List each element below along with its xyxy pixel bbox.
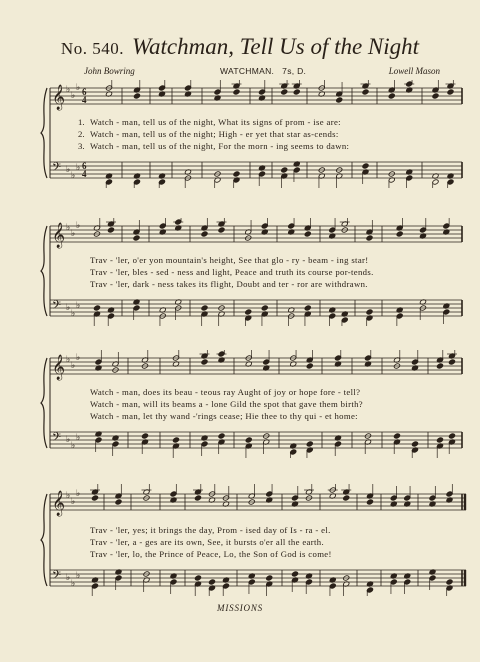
tune-label: WATCHMAN. <box>220 66 275 76</box>
note-head <box>233 171 240 177</box>
note-head <box>201 231 208 237</box>
lyric-line <box>0 279 480 291</box>
flat-sign-icon: ♭ <box>71 361 76 371</box>
note-head <box>411 441 418 447</box>
note-head <box>362 89 369 95</box>
flat-sign-icon: ♭ <box>76 433 81 443</box>
lyric-text: Trav - 'ler, dark - ness takes its flight, Doubt and ter - ror are withdrawn. <box>90 279 368 289</box>
note-head <box>218 227 225 233</box>
flat-sign-icon: ♭ <box>71 171 76 181</box>
note-head <box>396 231 403 237</box>
time-signature: 6 <box>82 161 87 171</box>
flat-sign-icon: ♭ <box>71 441 76 451</box>
note-head <box>366 235 373 241</box>
lyric-line <box>0 525 480 537</box>
note-head <box>245 309 252 315</box>
hymn-title: Watchman, Tell Us of the Night <box>131 34 420 59</box>
lyric-line <box>0 537 480 549</box>
lyric-text: Trav - 'ler, yes; it brings the day, Prom - ised day of Is - ra - el. <box>90 525 331 535</box>
credits-row <box>0 66 480 80</box>
note-head <box>266 575 273 581</box>
flat-sign-icon: ♭ <box>76 353 81 363</box>
note-head <box>91 495 98 501</box>
note-head <box>436 437 443 443</box>
note-head <box>291 571 298 577</box>
lyric-text: Watch - man, tell us of the night; High - er yet that star as-cends: <box>90 129 339 139</box>
note-head <box>107 227 114 233</box>
note-head <box>93 305 100 311</box>
flat-sign-icon: ♭ <box>76 571 81 581</box>
note-head <box>306 363 313 369</box>
bass-clef-icon: 𝄢 <box>52 431 62 447</box>
flat-sign-icon: ♭ <box>71 579 76 589</box>
tune-name <box>220 66 306 76</box>
time-signature: 6 <box>82 87 87 97</box>
lyric-line <box>0 411 480 423</box>
lyric-text: Watch - man, will its beams a - lone Gild the spot that gave them birth? <box>90 399 363 409</box>
treble-clef-icon: 𝄞 <box>52 223 66 248</box>
bass-clef-icon: 𝄢 <box>52 569 62 585</box>
note-head <box>194 575 201 581</box>
note-head <box>208 579 215 585</box>
lyric-line <box>0 255 480 267</box>
verse-number: 1. <box>78 117 85 127</box>
note-head <box>304 231 311 237</box>
note-head <box>201 359 208 365</box>
note-head <box>133 235 140 241</box>
note-head <box>388 93 395 99</box>
note-head <box>281 89 288 95</box>
lyric-text: Watch - man, tell us of the night, What its signs of prom - ise are: <box>90 117 341 127</box>
note-head <box>141 433 148 439</box>
note-head <box>261 305 268 311</box>
note-head <box>447 89 454 95</box>
flat-sign-icon: ♭ <box>66 573 71 583</box>
note-head <box>362 163 369 169</box>
treble-clef-icon: 𝄞 <box>52 491 66 516</box>
flat-sign-icon: ♭ <box>71 91 76 101</box>
lyric-line <box>0 267 480 279</box>
note-head <box>366 499 373 505</box>
note-head <box>448 359 455 365</box>
flat-sign-icon: ♭ <box>71 229 76 239</box>
note-head <box>436 363 443 369</box>
flat-sign-icon: ♭ <box>66 435 71 445</box>
music-system-2 <box>0 218 480 326</box>
treble-clef-icon: 𝄞 <box>52 85 66 110</box>
flat-sign-icon: ♭ <box>76 489 81 499</box>
note-head <box>172 437 179 443</box>
note-head <box>366 309 373 315</box>
note-head <box>304 305 311 311</box>
note-head <box>446 579 453 585</box>
flat-sign-icon: ♭ <box>66 491 71 501</box>
flat-sign-icon: ♭ <box>71 497 76 507</box>
note-head <box>343 495 350 501</box>
flat-sign-icon: ♭ <box>66 223 71 233</box>
lyric-text: Watch - man, tell us of the night, For the morn - ing seems to dawn: <box>90 141 350 151</box>
flat-sign-icon: ♭ <box>66 303 71 313</box>
bass-clef-icon: 𝄢 <box>52 299 62 315</box>
flat-sign-icon: ♭ <box>76 83 81 93</box>
lyric-line <box>0 399 480 411</box>
lyric-text: Watch - man, let thy wand -'rings cease; Hie thee to thy qui - et home: <box>90 411 358 421</box>
author-credit: John Bowring <box>84 66 135 76</box>
note-head <box>133 93 140 99</box>
treble-clef-icon: 𝄞 <box>52 355 66 380</box>
note-head <box>218 433 225 439</box>
note-head <box>306 441 313 447</box>
flat-sign-icon: ♭ <box>76 301 81 311</box>
lyric-text: Trav - 'ler, a - ges are its own, See, it bursts o'er all the earth. <box>90 537 324 547</box>
time-signature: 4 <box>82 169 87 179</box>
flat-sign-icon: ♭ <box>76 221 81 231</box>
flat-sign-icon: ♭ <box>66 165 71 175</box>
hymn-header <box>0 34 480 60</box>
verse-number: 3. <box>78 141 85 151</box>
flat-sign-icon: ♭ <box>76 163 81 173</box>
note-head <box>115 499 122 505</box>
hymn-number: No. 540. <box>60 39 124 58</box>
note-head <box>194 495 201 501</box>
note-head <box>432 93 439 99</box>
note-head <box>448 433 455 439</box>
flat-sign-icon: ♭ <box>71 309 76 319</box>
lyric-line <box>0 549 480 561</box>
section-label: MISSIONS <box>217 603 263 613</box>
lyric-text: Trav - 'ler, bles - sed - ness and light, Peace and truth its course por-tends. <box>90 267 374 277</box>
verse-number: 2. <box>78 129 85 139</box>
composer-credit: Lowell Mason <box>388 66 440 76</box>
time-signature: 4 <box>82 95 87 105</box>
music-system-4 <box>0 484 480 596</box>
meter-label: 7s, D. <box>282 66 307 76</box>
note-head <box>233 89 240 95</box>
music-system-3 <box>0 350 480 458</box>
note-head <box>245 437 252 443</box>
note-head <box>293 89 300 95</box>
lyric-line <box>0 129 480 141</box>
note-head <box>393 433 400 439</box>
note-head <box>336 97 343 103</box>
lyric-text: Trav - 'ler, lo, the Prince of Peace, Lo, the Son of God is come! <box>90 549 332 559</box>
note-head <box>281 167 288 173</box>
bass-clef-icon: 𝄢 <box>52 161 62 177</box>
lyric-line <box>0 117 480 129</box>
flat-sign-icon: ♭ <box>66 355 71 365</box>
lyric-line <box>0 387 480 399</box>
lyric-text: Watch - man, does its beau - teous ray Aught of joy or hope fore - tell? <box>90 387 361 397</box>
music-system-1 <box>0 80 480 188</box>
note-head <box>201 305 208 311</box>
lyric-line <box>0 141 480 153</box>
lyric-text: Trav - 'ler, o'er yon mountain's height, See that glo - ry - beam - ing star! <box>90 255 369 265</box>
flat-sign-icon: ♭ <box>66 85 71 95</box>
